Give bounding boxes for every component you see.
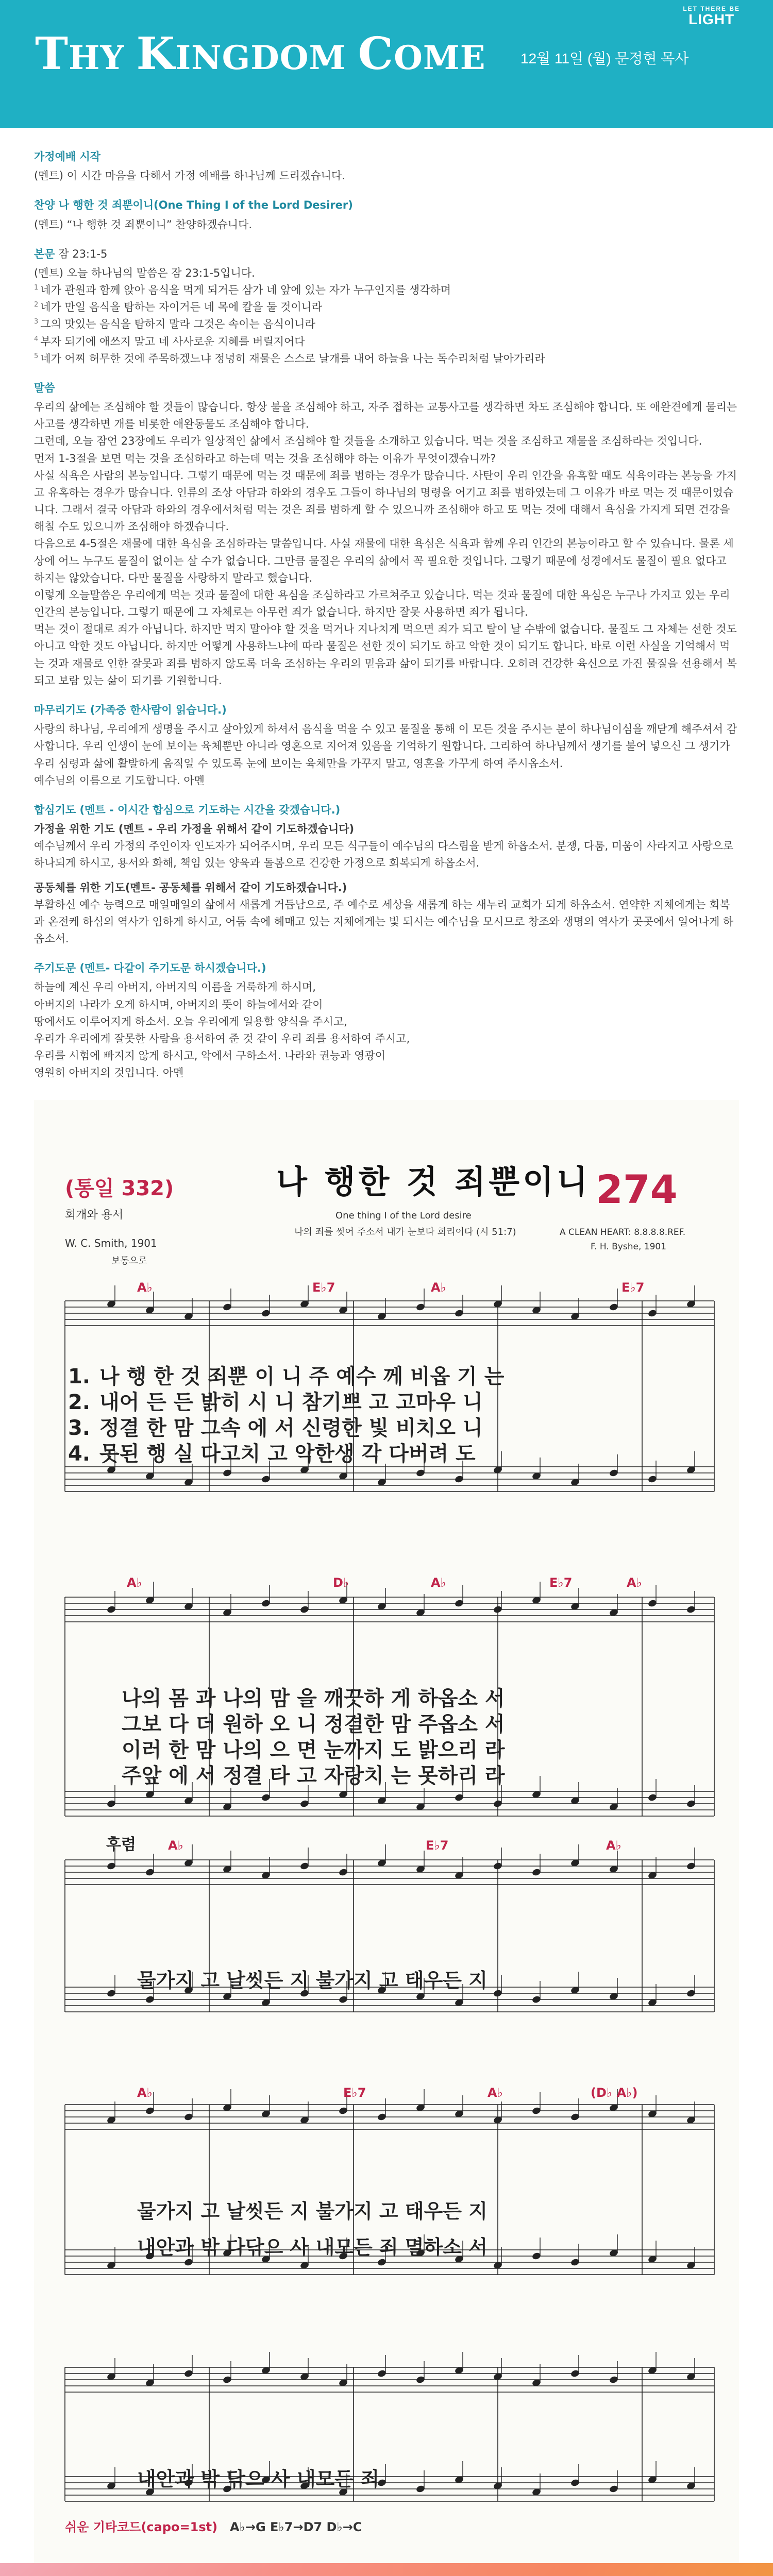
tune-meter: A CLEAN HEART: 8.8.8.8.REF. [560, 1227, 686, 1238]
opening-text: (멘트) 이 시간 마음을 다해서 가정 예배를 하나님께 드리겠습니다. [34, 170, 345, 182]
verse-row: 4. 못된 행 실 다고치 고 악한생 각 다버려 도 [68, 1442, 476, 1466]
closing-prayer-section [34, 702, 739, 789]
light-logo: LET THERE BE LIGHT [683, 5, 740, 27]
sermon-paragraph: 다음으로 4-5절은 재물에 대한 욕심을 조심하라는 말씀입니다. 사실 재물에 대한 욕심은 식욕과 함께 우리 인간의 본능이라고 할 수 있습니다. 물론 세상에 어느 누구도 물질이 없이는 살 수가 없습니다. 그만큼 물질은 우리의 삶에서 꼭 필요한 것입니다. 그렇기 때문에 성경에서도 물질이 필요 없다고 하지는 않았습니다. 다만 물질을 사랑하지 말라고 했습니다. [34, 537, 734, 584]
verse-line: $^1$ 네가 관원과 함께 앉아 음식을 먹게 되거든 삼가 네 앞에 있는 자가 누구인지를 생각하며 [34, 284, 451, 297]
chord-symbol: A♭ [137, 1280, 153, 1295]
community-prayer-title: 공동체를 위한 기도(멘트- 공동체를 위해서 같이 기도하겠습니다.) [34, 881, 347, 894]
refrain-label: 후렴 [106, 1836, 136, 1854]
verse-row: 3. 정결 한 맘 그속 에 서 신령한 빛 비치오 니 [68, 1416, 483, 1440]
chord-symbol: A♭ [127, 1575, 142, 1590]
opening-section [34, 148, 739, 184]
closing-prayer-text: 사랑의 하나님, 우리에게 생명을 주시고 살아있게 하셔서 음식을 먹을 수 있고 물질을 통해 이 모든 것을 주시는 분이 하나님이심을 깨닫게 해주셔서 감사합니다. 우리 인생이 눈에 보이는 육체뿐만 아니라 영혼으로 지어져 있음을 기억하기 원합니다. 그리하여 하나님께서 생기를 불어 넣으신 그 생기가 우리 심령과 삶에 활발하게 움직일 수 있도록 눈에 보이는 육체만을 가꾸지 말고, 영혼을 가꾸게 하여 주시옵소서. [34, 723, 737, 770]
unison-prayer-section [34, 802, 739, 947]
unison-prayer-title: 합심기도 (멘트 - 이시간 합심으로 기도하는 시간을 갖겠습니다.) [34, 803, 341, 816]
closing-prayer-title: 마무리기도 (가족중 한사람이 읽습니다.) [34, 703, 227, 716]
hymn-number: 274 [596, 1166, 678, 1213]
page-footer [0, 2563, 773, 2576]
hymn-category: 회개와 용서 [65, 1209, 124, 1222]
chord-symbol: D♭ [333, 1575, 349, 1590]
lyricist: W. C. Smith, 1901 [65, 1237, 157, 1250]
page-title: THY KINGDOM COME [35, 28, 486, 80]
sermon-paragraph: 우리의 삶에는 조심해야 할 것들이 많습니다. 항상 불을 조심해야 하고, 자주 접하는 교통사고를 생각하면 차도 조심해야 합니다. 또 애완견에게 물리는 사고를 생각하면 개를 비롯한 애완동물도 조심해야 합니다. [34, 401, 737, 431]
easy-chords-label: 쉬운 기타코드(capo=1st) [65, 2520, 218, 2535]
verse-row: 1. 나 행 한 것 죄뿐 이 니 주 예수 께 비옵 기 는 [68, 1365, 505, 1389]
verse-row: 이러 한 맘 나의 으 면 눈까지 도 밝으리 라 [122, 1738, 505, 1762]
community-prayer-text: 부활하신 예수 능력으로 매일매일의 삶에서 새롭게 거듭남으로, 주 예수로 세상을 새롭게 하는 새누리 교회가 되게 하옵소서. 연약한 지체에게는 회복과 온전케 하심의 역사가 임하게 하시고, 어둠 속에 헤매고 있는 지체에게는 빛 되시는 예수님을 모시므로 창조와 생명의 역사가 곳곳에서 일어나게 하옵소서. [34, 898, 734, 945]
tempo-marking: 보통으로 [111, 1256, 147, 1267]
verse-row: 주앞 에 서 정결 타 고 자랑치 는 못하리 라 [122, 1764, 505, 1788]
chord-symbol: A♭ [627, 1575, 642, 1590]
composer: F. H. Byshe, 1901 [591, 1242, 667, 1252]
chord-symbol: E♭7 [426, 1838, 449, 1853]
hymn-english-title: One thing I of the Lord desire [335, 1210, 472, 1222]
chord-symbol: A♭ [431, 1280, 446, 1295]
verse-line: $^5$ 네가 어찌 허무한 것에 주목하겠느냐 정녕히 재물은 스스로 날개를 내어 하늘을 나는 독수리처럼 날아가리라 [34, 352, 545, 365]
verse-row: 나의 몸 과 나의 맘 을 깨끗하 게 하옵소 서 [122, 1687, 505, 1711]
opening-title: 가정예배 시작 [34, 150, 101, 163]
chord-symbol: E♭7 [621, 1280, 645, 1295]
sermon-title: 말씀 [34, 381, 55, 394]
hymn-title: 찬양 나 행한 것 죄뿐이니(One Thing I of the Lord Desirer) [34, 199, 353, 212]
scripture-section [34, 246, 739, 367]
date-preacher: 12월 11일 (월) 문정현 목사 [520, 50, 689, 66]
family-prayer-text: 예수님께서 우리 가정의 주인이자 인도자가 되어주시며, 우리 모든 식구들이 예수님의 다스림을 받게 하옵소서. 분쟁, 다툼, 미움이 사라지고 사랑으로 하나되게 하시고, 용서와 화해, 책임 있는 양육과 돌봄으로 건강한 가정으로 회복되게 하옵소서. [34, 840, 734, 870]
refrain-line: 물가지 고 날씻든 지 불가지 고 태우든 지 [137, 2200, 488, 2223]
refrain-line: 내안과 밖 다닦으 사 내모든 죄 멸하소 서 [137, 2236, 488, 2259]
lords-prayer-line: 우리가 우리에게 잘못한 사람을 용서하여 준 것 같이 우리 죄를 용서하여 주시고, [34, 1032, 410, 1045]
verse-line: $^2$ 네가 만일 음식을 탐하는 자이거든 네 목에 칼을 둘 것이니라 [34, 301, 323, 314]
sermon-section [34, 380, 739, 689]
verse-line: $^3$ 그의 맛있는 음식을 탐하지 말라 그것은 속이는 음식이니라 [34, 318, 315, 331]
chord-symbol: (D♭ A♭) [591, 2086, 638, 2100]
chord-symbol: A♭ [168, 1838, 183, 1853]
chord-symbol: E♭7 [549, 1575, 573, 1590]
hymn-korean-title: 나 행한 것 죄뿐이니 [276, 1163, 591, 1201]
family-prayer-title: 가정을 위한 기도 (멘트 - 우리 가정을 위해서 같이 기도하겠습니다) [34, 823, 355, 836]
page-header [0, 0, 773, 128]
hymn-text: (멘트) “나 행한 것 죄뿐이니” 찬양하겠습니다. [34, 218, 253, 231]
lords-prayer-line: 우리를 시험에 빠지지 않게 하시고, 악에서 구하소서. 나라와 권능과 영광이 [34, 1049, 386, 1062]
lords-prayer-line: 땅에서도 이루어지게 하소서. 오늘 우리에게 일용할 양식을 주시고, [34, 1015, 347, 1028]
chord-symbol: E♭7 [343, 2086, 366, 2100]
chord-symbol: A♭ [431, 1575, 446, 1590]
scripture-title: 본문 잠 23:1-5 [34, 247, 108, 260]
chord-symbol: A♭ [488, 2086, 503, 2100]
chord-symbol: A♭ [137, 2086, 153, 2100]
sermon-paragraph: 먼저 1-3절을 보면 먹는 것을 조심하라고 하는데 먹는 것을 조심해야 하는 이유가 무엇이겠습니까? [34, 452, 496, 465]
verse-row: 2. 내어 든 든 밝히 시 니 참기쁘 고 고마우 니 [68, 1391, 483, 1415]
sermon-paragraph: 먹는 것이 절대로 죄가 아닙니다. 하지만 먹지 말아야 할 것을 먹거나 지나치게 먹으면 죄가 되고 탈이 날 수밖에 없습니다. 물질도 그 자체는 선한 것도 아니고 악한 것도 아닙니다. 하지만 어떻게 사용하느냐에 따라 물질은 선한 것이 되기도 하고 악한 것이 되기도 합니다. 바로 이런 사실을 기억해서 먹는 것과 재물로 인한 잘못과 죄를 범하지 않도록 더욱 조심하는 우리의 믿음과 삶이 되기를 바랍니다. 오히려 건강한 육신으로 가진 물질을 선용해서 복되고 보람 있는 삶이 되기를 기원합니다. [34, 623, 737, 687]
hymn-section [34, 197, 739, 233]
refrain-line: 물가지 고 날씻든 지 불가지 고 태우든 지 [137, 1969, 488, 1992]
chord-symbol: A♭ [606, 1838, 621, 1853]
easy-chords: A♭→G E♭7→D7 D♭→C [230, 2520, 362, 2535]
hymn-score [34, 1100, 739, 2563]
old-hymn-number: (통일 332) [65, 1177, 174, 1201]
worship-guide [0, 128, 773, 1081]
chord-symbol: E♭7 [312, 1280, 335, 1295]
hymn-score-image [34, 1100, 739, 2563]
lords-prayer-line: 하늘에 계신 우리 아버지, 아버지의 이름을 거룩하게 하시며, [34, 981, 316, 994]
music-staves [65, 1285, 714, 2501]
sermon-paragraph: 그런데, 오늘 잠언 23장에도 우리가 일상적인 삶에서 조심해야 할 것들을 소개하고 있습니다. 먹는 것을 조심하고 재물을 조심하라는 것입니다. [34, 435, 702, 448]
closing-prayer-end: 예수님의 이름으로 기도합니다. 아멘 [34, 774, 205, 787]
scripture-intro: (멘트) 오늘 하나님의 말씀은 잠 23:1-5입니다. [34, 266, 255, 279]
sermon-paragraph: 이렇게 오늘말씀은 우리에게 먹는 것과 물질에 대한 욕심을 조심하라고 가르쳐주고 있습니다. 먹는 것과 물질에 대한 욕심은 누구나 가지고 있는 우리 인간의 본능입니다. 그렇기 때문에 그 자체로는 아무런 죄가 없습니다. 하지만 잘못 사용하면 죄가 됩니다. [34, 588, 730, 619]
lords-prayer-line: 아버지의 나라가 오게 하시며, 아버지의 뜻이 하늘에서와 같이 [34, 998, 323, 1011]
sermon-paragraph: 사실 식욕은 사람의 본능입니다. 그렇기 때문에 먹는 것 때문에 죄를 범하는 경우가 많습니다. 사탄이 우리 인간을 유혹할 때도 식욕이라는 본능을 가지고 유혹하는 경우가 많습니다. 인류의 조상 아담과 하와의 경우도 그들이 하나님의 명령을 어기고 죄를 범하였는데 그 이유가 바로 먹는 것 때문이었습니다. 그래서 결국 아담과 하와의 경우에서처럼 먹는 것은 죄를 범하게 할 수 있으니까 조심해야 하고 또 먹는 것에 대해서 욕심을 가지게 되면 건강을 해칠 수도 있으니까 조심해야 하겠습니다. [34, 469, 737, 533]
lords-prayer-title: 주기도문 (멘트- 다같이 주기도문 하시겠습니다.) [34, 962, 266, 975]
lords-prayer-line: 영원히 아버지의 것입니다. 아멘 [34, 1066, 184, 1079]
verse-row: 그보 다 더 원하 오 니 정결한 맘 주옵소 서 [122, 1713, 505, 1737]
refrain-line: 내안과 밖 닦으 사 내모든 죄 [137, 2468, 379, 2491]
scripture-reference: 나의 죄를 씻어 주소서 내가 눈보다 희리이다 (시 51:7) [294, 1227, 516, 1238]
verse-line: $^4$ 부자 되기에 애쓰지 말고 네 사사로운 지혜를 버릴지어다 [34, 335, 305, 348]
lords-prayer-section [34, 960, 739, 1081]
